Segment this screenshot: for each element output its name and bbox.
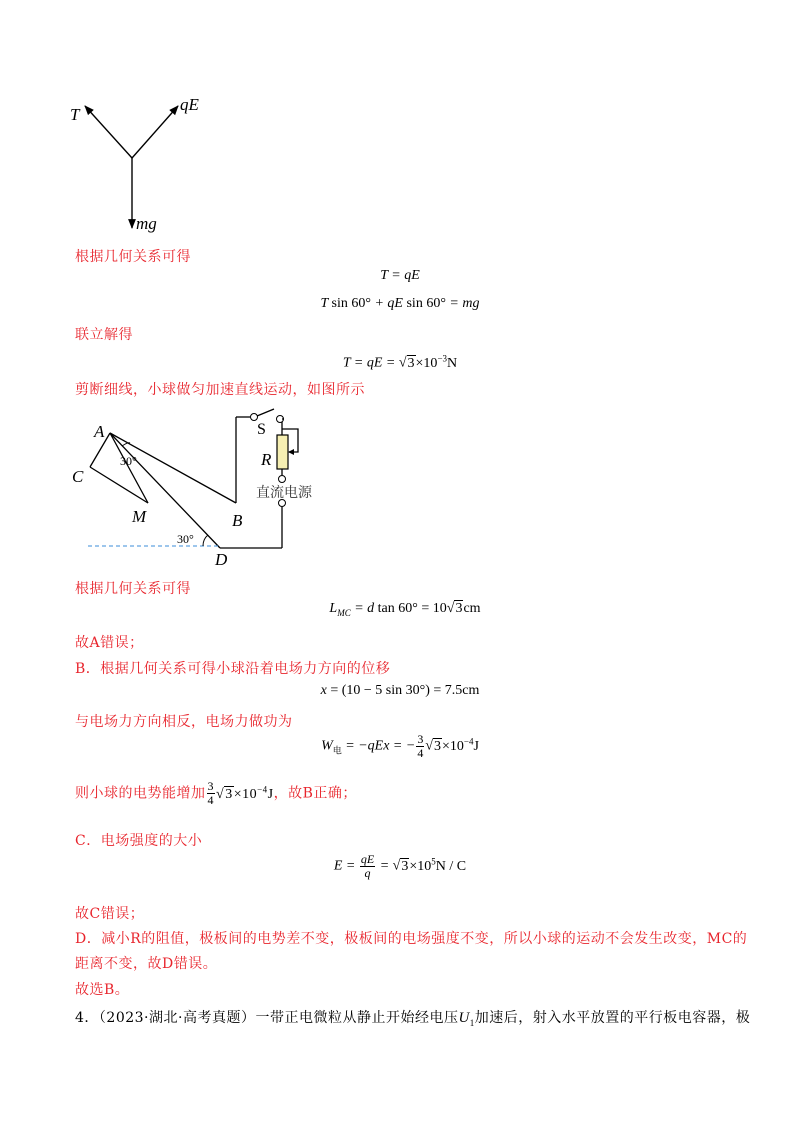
switch-S xyxy=(257,409,274,416)
label-mg: mg xyxy=(136,214,157,233)
circuit-diagram xyxy=(70,405,360,570)
angle-label-A: 30° xyxy=(120,454,137,468)
equation-force-balance: T sin 60° + qE sin 60° = mg xyxy=(320,296,480,311)
label-R: R xyxy=(261,450,272,469)
angle-arc-D xyxy=(203,535,208,546)
d-text-line-2: 距离不变，故D错误。 xyxy=(75,956,218,972)
solve-jointly-text: 联立解得 xyxy=(75,327,133,343)
line-CM xyxy=(90,467,148,503)
c-intro-text: C．电场强度的大小 xyxy=(75,833,203,849)
voltage-U1: $U_1$ xyxy=(458,1010,475,1028)
energy-value: $√3\times 10^{-4}J$ xyxy=(216,783,274,802)
tension-vector xyxy=(85,106,132,158)
c-wrong-text: 故C错误； xyxy=(75,906,145,922)
angle-arc-A xyxy=(122,443,130,446)
equation-displacement: x = (10 − 5 sin 30°) = 7.5cm xyxy=(320,683,480,698)
b-intro-text: B．根据几何关系可得小球沿着电场力方向的位移 xyxy=(75,661,391,677)
b-pre-text: 则小球的电势能增加 xyxy=(75,785,206,802)
label-M: M xyxy=(132,507,147,526)
equation-T-equals-qE: T = qE xyxy=(380,268,420,283)
question-number: 4． xyxy=(75,1010,99,1026)
label-qE: qE xyxy=(180,95,199,114)
question-text-pre: 一带正电微粒从静止开始经电压 xyxy=(255,1010,459,1026)
b-post-text: ，故B正确； xyxy=(273,785,357,802)
label-T: T xyxy=(70,105,80,124)
b-opposite-text: 与电场力方向相反，电场力做功为 xyxy=(75,714,293,730)
force-diagram xyxy=(60,90,220,240)
fraction-three-quarters: $\frac{3}{4}$ xyxy=(207,779,214,807)
geometry-text-1: 根据几何关系可得 xyxy=(75,249,191,265)
angle-label-D: 30° xyxy=(177,532,194,546)
resistor-R xyxy=(277,435,288,469)
answer-text: 故选B。 xyxy=(75,982,130,998)
b-conclusion xyxy=(75,780,357,807)
slider-arrowhead xyxy=(288,449,294,455)
question-source: （2023·湖北·高考真题） xyxy=(98,1010,256,1026)
question-text-post: 加速后，射入水平放置的平行板电容器，极 xyxy=(474,1010,751,1026)
geometry-text-2: 根据几何关系可得 xyxy=(75,581,191,597)
label-A: A xyxy=(94,422,105,441)
equation-L-MC: $L_{MC} = d$ tan 60° = 10√3cm xyxy=(329,601,481,618)
power-source-label: 直流电源 xyxy=(256,486,312,501)
equation-work: $W_电 = -qEx$ = − $\frac{3}{4}$ $√3\times 10^{-4}J$ xyxy=(321,732,479,760)
switch-contact-left xyxy=(251,414,258,421)
label-S: S xyxy=(257,421,266,438)
label-C: C xyxy=(72,467,84,486)
d-text-line-1: D．减小R的阻值，极板间的电势差不变，极板间的电场强度不变，所以小球的运动不会发生改变，MC的 xyxy=(75,931,748,947)
electric-force-vector xyxy=(132,106,178,158)
equation-tension-value: T = qE = $√3\times 10^{-3}N$ xyxy=(342,353,458,371)
plate-AD xyxy=(110,433,220,548)
label-D: D xyxy=(215,550,228,569)
cut-thread-text: 剪断细线，小球做匀加速直线运动，如图所示 xyxy=(75,382,365,398)
equation-field-strength: E = $\frac{qE}{q}$ = $√3\times 10^5N / C$ xyxy=(333,852,467,880)
power-terminal-top xyxy=(279,476,286,483)
question-4-line xyxy=(75,1007,750,1028)
label-B: B xyxy=(232,511,243,530)
a-wrong-text: 故A错误； xyxy=(75,635,144,651)
